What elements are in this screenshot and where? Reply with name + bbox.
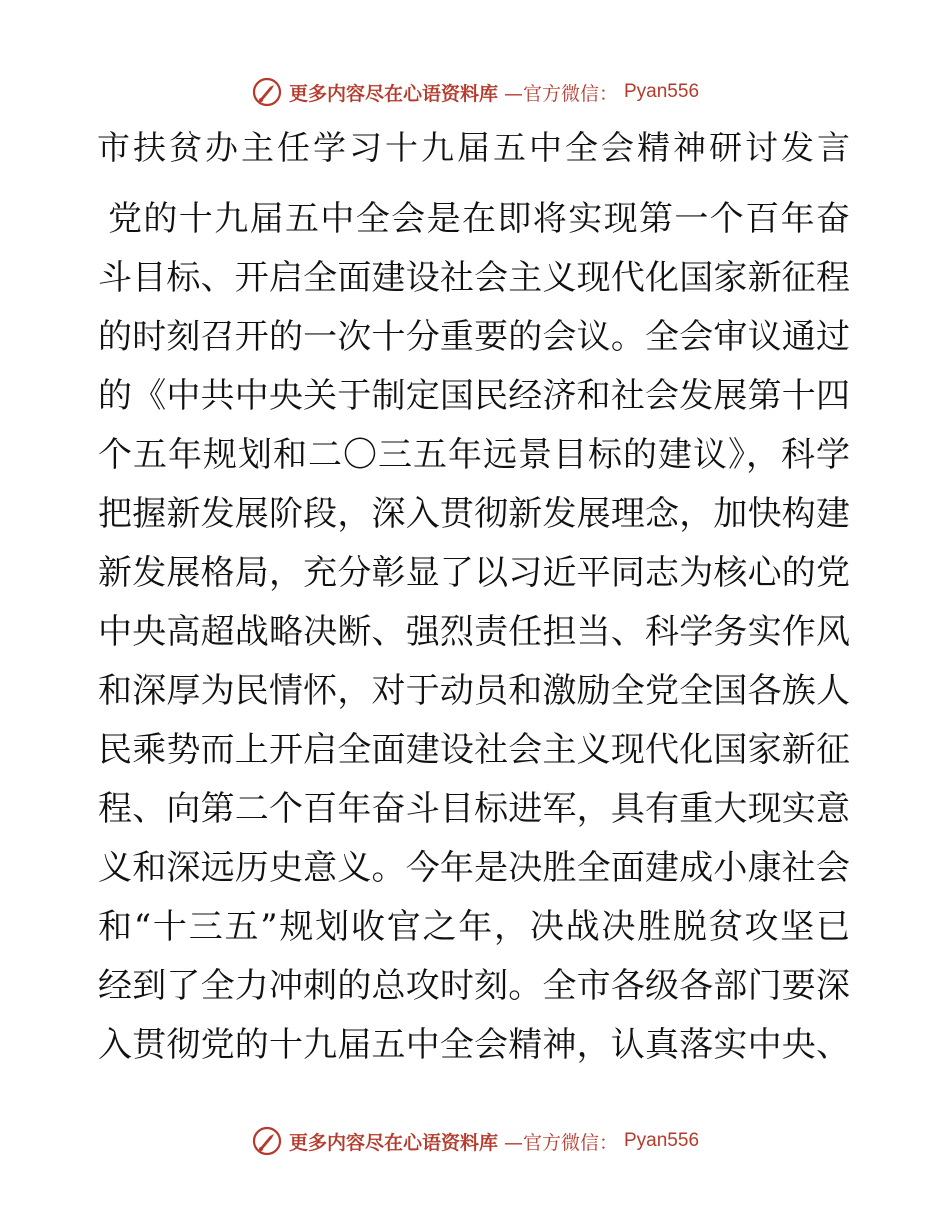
header-watermark-banner xyxy=(0,72,950,112)
body-line: 和深厚为民情怀，对于动员和激励全党全国各族人 xyxy=(98,671,850,711)
banner-site-name: 更多内容尽在心语资料库 xyxy=(288,1131,498,1154)
body-line: 斗目标、开启全面建设社会主义现代化国家新征程 xyxy=(98,258,850,298)
body-line: 把握新发展阶段，深入贯彻新发展理念，加快构建 xyxy=(98,494,850,534)
banner-site-name: 更多内容尽在心语资料库 xyxy=(288,82,498,105)
body-line: 程、向第二个百年奋斗目标进军，具有重大现实意 xyxy=(98,789,850,829)
footer-watermark-banner xyxy=(0,1121,950,1161)
banner-wechat-label: —官方微信： xyxy=(503,82,618,105)
document-body xyxy=(98,190,850,1075)
body-line: 入贯彻党的十九届五中全会精神，认真落实中央、 xyxy=(98,1025,850,1065)
body-line: 中央高超战略决断、强烈责任担当、科学务实作风 xyxy=(98,612,850,652)
banner-wechat-account: Pyan556 xyxy=(624,1130,700,1151)
body-line: 个五年规划和二〇三五年远景目标的建议》，科学 xyxy=(98,435,850,475)
body-line: 的时刻召开的一次十分重要的会议。全会审议通过 xyxy=(98,317,850,357)
body-line: 新发展格局，充分彰显了以习近平同志为核心的党 xyxy=(98,553,850,593)
body-line: 党的十九届五中全会是在即将实现第一个百年奋 xyxy=(108,199,850,239)
banner-wechat-account: Pyan556 xyxy=(624,81,700,102)
body-line: 和“十三五”规划收官之年，决战决胜脱贫攻坚已 xyxy=(98,907,850,947)
body-line: 民乘势而上开启全面建设社会主义现代化国家新征 xyxy=(98,730,850,770)
banner-wechat-label: —官方微信： xyxy=(503,1131,618,1154)
pen-nib-logo-icon xyxy=(251,76,283,108)
pen-nib-logo-icon xyxy=(251,1125,283,1157)
body-line: 的《中共中央关于制定国民经济和社会发展第十四 xyxy=(98,376,850,416)
body-line: 义和深远历史意义。今年是决胜全面建成小康社会 xyxy=(98,848,850,888)
body-line: 经到了全力冲刺的总攻时刻。全市各级各部门要深 xyxy=(98,966,850,1006)
document-title: 市扶贫办主任学习十九届五中全会精神研讨发言 xyxy=(97,128,853,167)
